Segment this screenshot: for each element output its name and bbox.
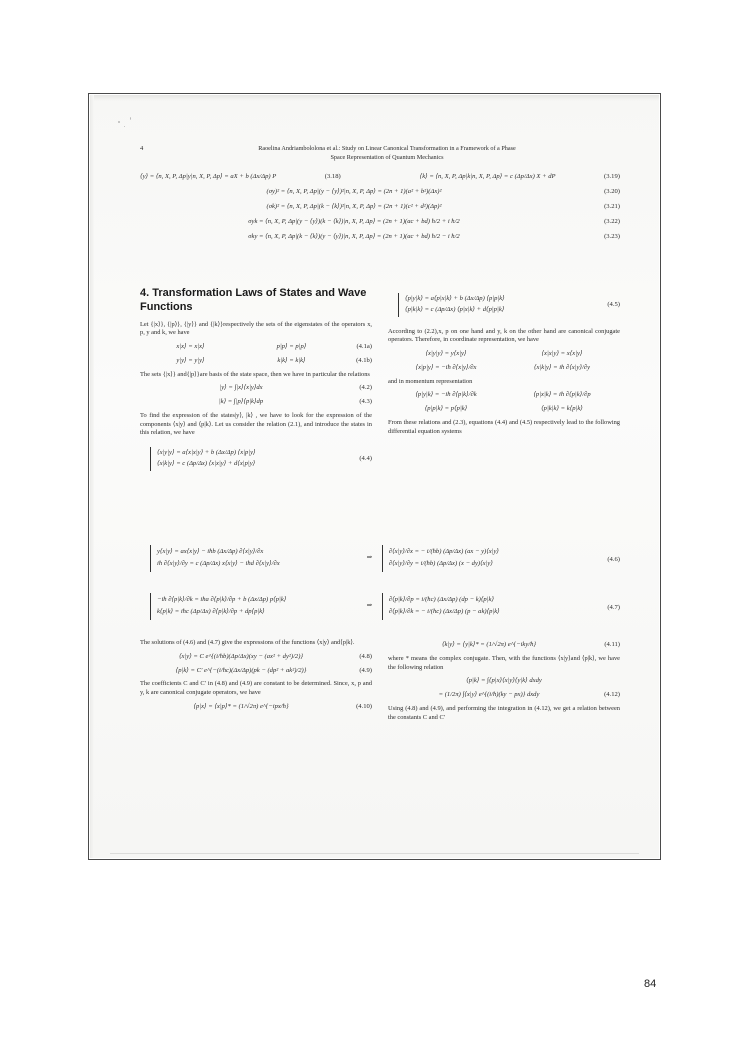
- equation-number: (4.6): [607, 555, 620, 563]
- paragraph: The coefficients C and C′ in (4.8) and (4.9) are constant to be determined. Since, x, p and y, k are canonical conjugate operators, we have: [140, 680, 372, 697]
- equation-part: ⟨x|y|y⟩ = y⟨x|y⟩: [425, 350, 467, 358]
- equation-line: ∂⟨p|k⟩/∂p = i/(ħc) (Δx/Δp) (dp − k)⟨p|k⟩: [388, 596, 495, 603]
- equation-number: (4.1a): [356, 342, 372, 350]
- equation-system-4-6: [150, 545, 620, 572]
- equation-number: (4.4): [359, 455, 372, 463]
- equation-number: (4.12): [604, 691, 620, 699]
- equation-4-10: [140, 703, 372, 712]
- scan-speck: [118, 121, 120, 123]
- left-column: [140, 287, 372, 482]
- equation-line: −iħ ∂⟨p|k⟩/∂k = iħa ∂⟨p|k⟩/∂p + b (Δx/Δp) p⟨p|k⟩: [157, 596, 287, 603]
- momentum-relations-1: [388, 391, 620, 400]
- equation-4-8: [140, 653, 372, 662]
- page-number: 4: [140, 145, 144, 152]
- paragraph: where * means the complex conjugate. Then, with the functions ⟨x|y⟩and ⟨p|k⟩, we have the following relation: [388, 654, 620, 671]
- equation-number: (4.3): [359, 398, 372, 406]
- paragraph: From these relations and (2.3), equations (4.4) and (4.5) respectively lead to the following differential equation systems: [388, 419, 620, 435]
- equation-number: (3.20): [604, 187, 620, 195]
- paragraph: and in momentum representation: [388, 377, 473, 385]
- equation-4-5: [388, 289, 620, 323]
- paragraph: To find the expression of the states|y⟩, |k⟩ , we have to look for the expression of the components ⟨x|y⟩ and ⟨p|k⟩. Let us consider the relation (2.1), and introduce the states in this relation, we have: [140, 411, 372, 437]
- equation-number: (3.22): [604, 217, 620, 225]
- equation-body: |k⟩ = ∫|p⟩⟨p|k⟩dp: [218, 398, 264, 406]
- equation-4-9: [140, 667, 372, 676]
- equation-3-23: σky = ⟨n, X, P, Δp|(k − ⟨k⟩)(y − ⟨y⟩)|n, X, P, Δp⟩ = (2n + 1)(ac + bd) ħ/2 − i ħ/2: [248, 232, 460, 240]
- scan-speck: [124, 126, 125, 127]
- equation-line: ∂⟨x|y⟩/∂x = − i/(ħb) (Δp/Δx) (ax − y)⟨x|y⟩: [388, 548, 500, 555]
- implies-arrow: ⇒: [366, 601, 373, 609]
- equation-3-18: ⟨y⟩ = ⟨n, X, P, Δp|y|n, X, P, Δp⟩ = aX + b (Δx/Δp) P: [140, 173, 277, 180]
- equation-4-2: [140, 384, 372, 393]
- equation-number: (4.1b): [356, 356, 372, 364]
- equation-body: ⟨k|y⟩ = ⟨y|k⟩* = (1/√2π) e^{−iky/ħ}: [441, 641, 537, 648]
- running-header-line1: Raoelina Andriambololona et al.: Study on Linear Canonical Transformation in a Framework of a Phase: [258, 145, 516, 152]
- equation-system: [382, 545, 569, 572]
- equation-3-21: (σk)² = ⟨n, X, P, Δp|(k − ⟨k⟩)²|n, X, P, Δp⟩ = (2n + 1)(c² + d²)(Δp)²: [266, 202, 442, 210]
- equation-4-11: [388, 641, 620, 650]
- equation-row-3-21: [140, 203, 620, 212]
- equation-system-4-7: [150, 593, 620, 620]
- paragraph: The sets {|x⟩} and{|p⟩}are basis of the state space, then we have in particular the relations: [140, 370, 370, 378]
- coordinate-relations-1: [388, 350, 620, 359]
- equation-number: (4.9): [359, 666, 372, 674]
- scan-shadow-bottom: [110, 853, 639, 854]
- equation-3-20: (σy)² = ⟨n, X, P, Δp|(y − ⟨y⟩)²|n, X, P, Δp⟩ = (2n + 1)(a² + b²)(Δx)²: [266, 187, 442, 195]
- equation-body: ⟨p|k⟩ = C′ e^{−(i/ħc)(Δx/Δp)(pk − (dp² + ak²)/2)}: [175, 666, 307, 674]
- equation-number: (3.21): [604, 202, 620, 210]
- equation-number: (3.18): [324, 173, 341, 180]
- paragraph: According to (2.2),x, p on one hand and y, k on the other hand are canonical conjugate operators. Therefore, in coordinate representation, we have: [388, 327, 620, 344]
- equation-number: (4.7): [607, 603, 620, 611]
- equation-body: ⟨p|k⟩ = ∫⟨p|x⟩⟨x|y⟩⟨y|k⟩ dxdy: [466, 677, 542, 685]
- equation-line: ⟨p|k|k⟩ = c (Δp/Δx) ⟨p|x|k⟩ + d⟨p|p|k⟩: [405, 305, 505, 313]
- equation-number: (3.19): [604, 173, 620, 180]
- equation-4-1b: [140, 357, 372, 366]
- running-header-line2: Space Representation of Quantum Mechanics: [330, 153, 444, 161]
- bottom-left-column: [140, 639, 372, 717]
- equation-number: (4.2): [359, 384, 372, 392]
- equation-line: ∂⟨x|y⟩/∂y = i/(ħb) (Δp/Δx) (x − dy)⟨x|y⟩: [388, 559, 493, 567]
- document-page-number: 84: [644, 978, 657, 990]
- scan-speck: [130, 117, 131, 120]
- equation-3-19: ⟨k⟩ = ⟨n, X, P, Δp|k|n, X, P, Δp⟩ = c (Δp/Δx) X + dP: [419, 173, 556, 180]
- top-equations: [140, 173, 620, 247]
- equation-4-12a: [388, 677, 620, 686]
- equation-line: y⟨x|y⟩ = ax⟨x|y⟩ − iħb (Δx/Δp) ∂⟨x|y⟩/∂x: [157, 548, 264, 555]
- equation-part: k|k⟩ = k|k⟩: [277, 356, 306, 364]
- scanned-page-frame: [88, 93, 661, 860]
- equation-4-12b: [388, 691, 620, 700]
- right-column: [388, 287, 620, 442]
- equation-system: [150, 593, 357, 620]
- momentum-relations-2: [388, 405, 620, 414]
- equation-part: ⟨p|k|k⟩ = k⟨p|k⟩: [541, 405, 583, 413]
- paragraph: Using (4.8) and (4.9), and performing the integration in (4.12), we get a relation between the constants C and C′: [388, 704, 620, 721]
- equation-4-3: [140, 398, 372, 407]
- equation-line: k⟨p|k⟩ = iħc (Δp/Δx) ∂⟨p|k⟩/∂p + dp⟨p|k⟩: [157, 607, 265, 615]
- equation-body: ⟨p|x⟩ = ⟨x|p⟩* = (1/√2π) e^{−ipx/ħ}: [193, 702, 289, 710]
- scan-shadow-left: [90, 95, 94, 858]
- equation-line: ⟨p|y|k⟩ = a⟨p|x|k⟩ + b (Δx/Δp) ⟨p|p|k⟩: [405, 295, 505, 302]
- equation-part: ⟨p|y|k⟩ = −iħ ∂⟨p|k⟩/∂k: [415, 391, 477, 399]
- equation-part: ⟨x|p|y⟩ = −iħ ∂⟨x|y⟩/∂x: [415, 363, 477, 371]
- equation-number: (4.5): [607, 301, 620, 309]
- equation-number: (4.8): [359, 652, 372, 660]
- running-header: [202, 145, 572, 162]
- equation-line: ⟨x|k|y⟩ = c (Δp/Δx) ⟨x|x|y⟩ + d⟨x|p|y⟩: [157, 459, 256, 467]
- equation-4-1a: [140, 343, 372, 352]
- section-heading: 4. Transformation Laws of States and Wave Functions: [140, 287, 367, 313]
- equation-line: ∂⟨p|k⟩/∂k = − i/(ħc) (Δx/Δp) (p − ak)⟨p|k⟩: [388, 607, 500, 615]
- equation-part: ⟨p|p|k⟩ = p⟨p|k⟩: [424, 405, 468, 413]
- equation-system: [150, 447, 342, 471]
- implies-arrow: ⇒: [366, 553, 373, 561]
- equation-row-3-20: [140, 188, 620, 197]
- scanned-page: [90, 95, 659, 858]
- equation-part: ⟨p|x|k⟩ = iħ ∂⟨p|k⟩/∂p: [533, 391, 591, 399]
- equation-body: |y⟩ = ∫|x⟩⟨x|y⟩dx: [219, 384, 263, 392]
- equation-part: ⟨x|k|y⟩ = iħ ∂⟨x|y⟩/∂y: [533, 363, 591, 371]
- paragraph: Let {|x⟩}, {|p⟩}, {|y⟩} and {|k⟩}respectively the sets of the eigenstates of the operators x, p, y and k, we have: [140, 320, 372, 337]
- equation-line: iħ ∂⟨x|y⟩/∂y = c (Δp/Δx) x⟨x|y⟩ − iħd ∂⟨x|y⟩/∂x: [157, 559, 280, 567]
- equation-part: ⟨x|x|y⟩ = x⟨x|y⟩: [541, 350, 583, 358]
- equation-system: [382, 593, 569, 620]
- equation-part: x|x⟩ = x|x⟩: [176, 342, 205, 350]
- scan-shadow-top: [90, 95, 659, 101]
- equation-line: ⟨x|y|y⟩ = a⟨x|x|y⟩ + b (Δx/Δp) ⟨x|p|y⟩: [157, 448, 256, 456]
- equation-3-22: σyk = ⟨n, X, P, Δp|(y − ⟨y⟩)(k − ⟨k⟩)|n, X, P, Δp⟩ = (2n + 1)(ac + bd) ħ/2 + i ħ/2: [248, 217, 460, 225]
- equation-number: (3.23): [604, 232, 620, 240]
- equation-body: ⟨x|y⟩ = C e^{(i/ħb)(Δp/Δx)(xy − (ax² + dy²)/2)}: [178, 652, 304, 660]
- equation-4-4: [140, 443, 372, 477]
- equation-part: y|y⟩ = y|y⟩: [176, 356, 205, 364]
- equation-row-3-23: [140, 233, 620, 242]
- equation-row-3-22: [140, 218, 620, 227]
- coordinate-relations-2: [388, 364, 620, 373]
- equation-body: = (1/2π) ∫⟨x|y⟩ e^{(i/ħ)(ky − px)} dxdy: [438, 691, 540, 699]
- equation-system: [398, 293, 590, 317]
- equation-part: p|p⟩ = p|p⟩: [276, 342, 307, 350]
- equation-row-3-18-3-19: [140, 173, 620, 182]
- equation-number: (4.10): [356, 702, 372, 710]
- bottom-right-column: [388, 639, 620, 727]
- equation-number: (4.11): [604, 641, 620, 648]
- equation-system: [150, 545, 357, 572]
- paragraph: The solutions of (4.6) and (4.7) give the expressions of the functions ⟨x|y⟩ and⟨p|k⟩.: [140, 639, 355, 646]
